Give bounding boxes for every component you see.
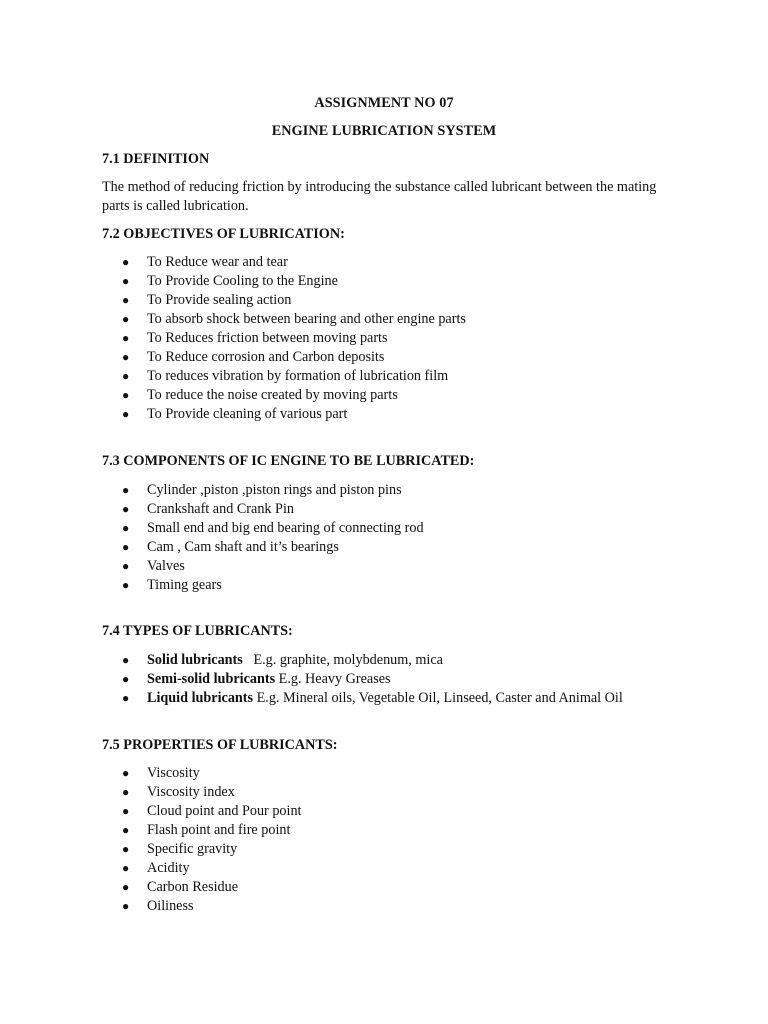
list-item [102,253,466,272]
list-item-text: Cloud point and Pour point [147,803,302,819]
list-item [102,329,466,348]
list-item-text: To reduces vibration by formation of lubrication film [147,368,449,384]
list-item [102,670,623,689]
lubricant-type-term: Liquid lubricants [147,690,254,706]
types-list [102,651,623,708]
list-item-text: Oiliness [147,898,194,914]
list-item-text: To Provide cleaning of various part [147,406,348,422]
lubricant-type-example: E.g. Mineral oils, Vegetable Oil, Linseed, Caster and Animal Oil [253,690,623,706]
list-item [102,821,302,840]
lubricant-type-term: Solid lubricants [147,652,243,668]
list-item-text: To Reduces friction between moving parts [147,330,388,346]
bullet-icon: ● [122,578,130,592]
bullet-icon: ● [122,691,130,705]
bullet-icon: ● [122,312,130,326]
list-item [102,405,466,424]
list-item [102,310,466,329]
list-item-text: Carbon Residue [147,879,239,895]
list-item-text: To absorb shock between bearing and other engine parts [147,311,466,327]
list-item-text: Flash point and fire point [147,822,291,838]
list-item [102,557,424,576]
bullet-icon: ● [122,331,130,345]
bullet-icon: ● [122,369,130,383]
list-item [102,840,302,859]
list-item-text: To Provide Cooling to the Engine [147,273,338,289]
list-item [102,897,302,916]
lubricant-type-term: Semi-solid lubricants [147,671,276,687]
bullet-icon: ● [122,842,130,856]
list-item [102,367,466,386]
bullet-icon: ● [122,255,130,269]
definition-text: The method of reducing friction by introducing the substance called lubricant between the mating parts is called lubrication. [102,179,657,214]
list-item-text: To reduce the noise created by moving parts [147,387,398,403]
bullet-icon: ● [122,293,130,307]
objectives-list [102,253,466,424]
list-item-text: To Reduce wear and tear [147,254,288,270]
list-item [102,348,466,367]
list-item-text: Cylinder ,piston ,piston rings and piston pins [147,482,402,498]
list-item [102,764,302,783]
list-item-text: Valves [147,558,185,574]
document-subtitle: ENGINE LUBRICATION SYSTEM [271,123,497,139]
bullet-icon: ● [122,899,130,913]
lubricant-type-example: E.g. graphite, molybdenum, mica [242,652,443,668]
list-item [102,272,466,291]
list-item-text: Viscosity index [147,784,235,800]
bullet-icon: ● [122,653,130,667]
list-item-text: Viscosity [147,765,200,781]
list-item [102,651,623,670]
list-item-text: Specific gravity [147,841,238,857]
bullet-icon: ● [122,861,130,875]
list-item [102,859,302,878]
bullet-icon: ● [122,559,130,573]
assignment-title: ASSIGNMENT NO 07 [314,95,454,111]
list-item-text: Crankshaft and Crank Pin [147,501,294,517]
bullet-icon: ● [122,766,130,780]
list-item [102,386,466,405]
bullet-icon: ● [122,785,130,799]
list-item-text: Acidity [147,860,190,876]
bullet-icon: ● [122,502,130,516]
list-item-text: Small end and big end bearing of connecting rod [147,520,424,536]
list-item-text: Timing gears [147,577,222,593]
bullet-icon: ● [122,407,130,421]
list-item [102,802,302,821]
bullet-icon: ● [122,350,130,364]
list-item [102,519,424,538]
types-heading: 7.4 TYPES OF LUBRICANTS: [102,623,293,639]
bullet-icon: ● [122,804,130,818]
list-item [102,538,424,557]
list-item [102,500,424,519]
list-item [102,576,424,595]
bullet-icon: ● [122,540,130,554]
definition-heading: 7.1 DEFINITION [102,151,210,167]
list-item [102,481,424,500]
properties-list [102,764,302,916]
properties-heading: 7.5 PROPERTIES OF LUBRICANTS: [102,737,338,753]
bullet-icon: ● [122,521,130,535]
lubricant-type-example: E.g. Heavy Greases [275,671,391,687]
bullet-icon: ● [122,483,130,497]
bullet-icon: ● [122,823,130,837]
bullet-icon: ● [122,880,130,894]
components-list [102,481,424,595]
list-item-text: To Reduce corrosion and Carbon deposits [147,349,385,365]
list-item [102,291,466,310]
list-item-text: Cam , Cam shaft and it’s bearings [147,539,339,555]
bullet-icon: ● [122,672,130,686]
list-item [102,689,623,708]
bullet-icon: ● [122,274,130,288]
list-item-text: To Provide sealing action [147,292,292,308]
objectives-heading: 7.2 OBJECTIVES OF LUBRICATION: [102,226,345,242]
components-heading: 7.3 COMPONENTS OF IC ENGINE TO BE LUBRICATED: [102,453,475,469]
list-item [102,878,302,897]
bullet-icon: ● [122,388,130,402]
list-item [102,783,302,802]
